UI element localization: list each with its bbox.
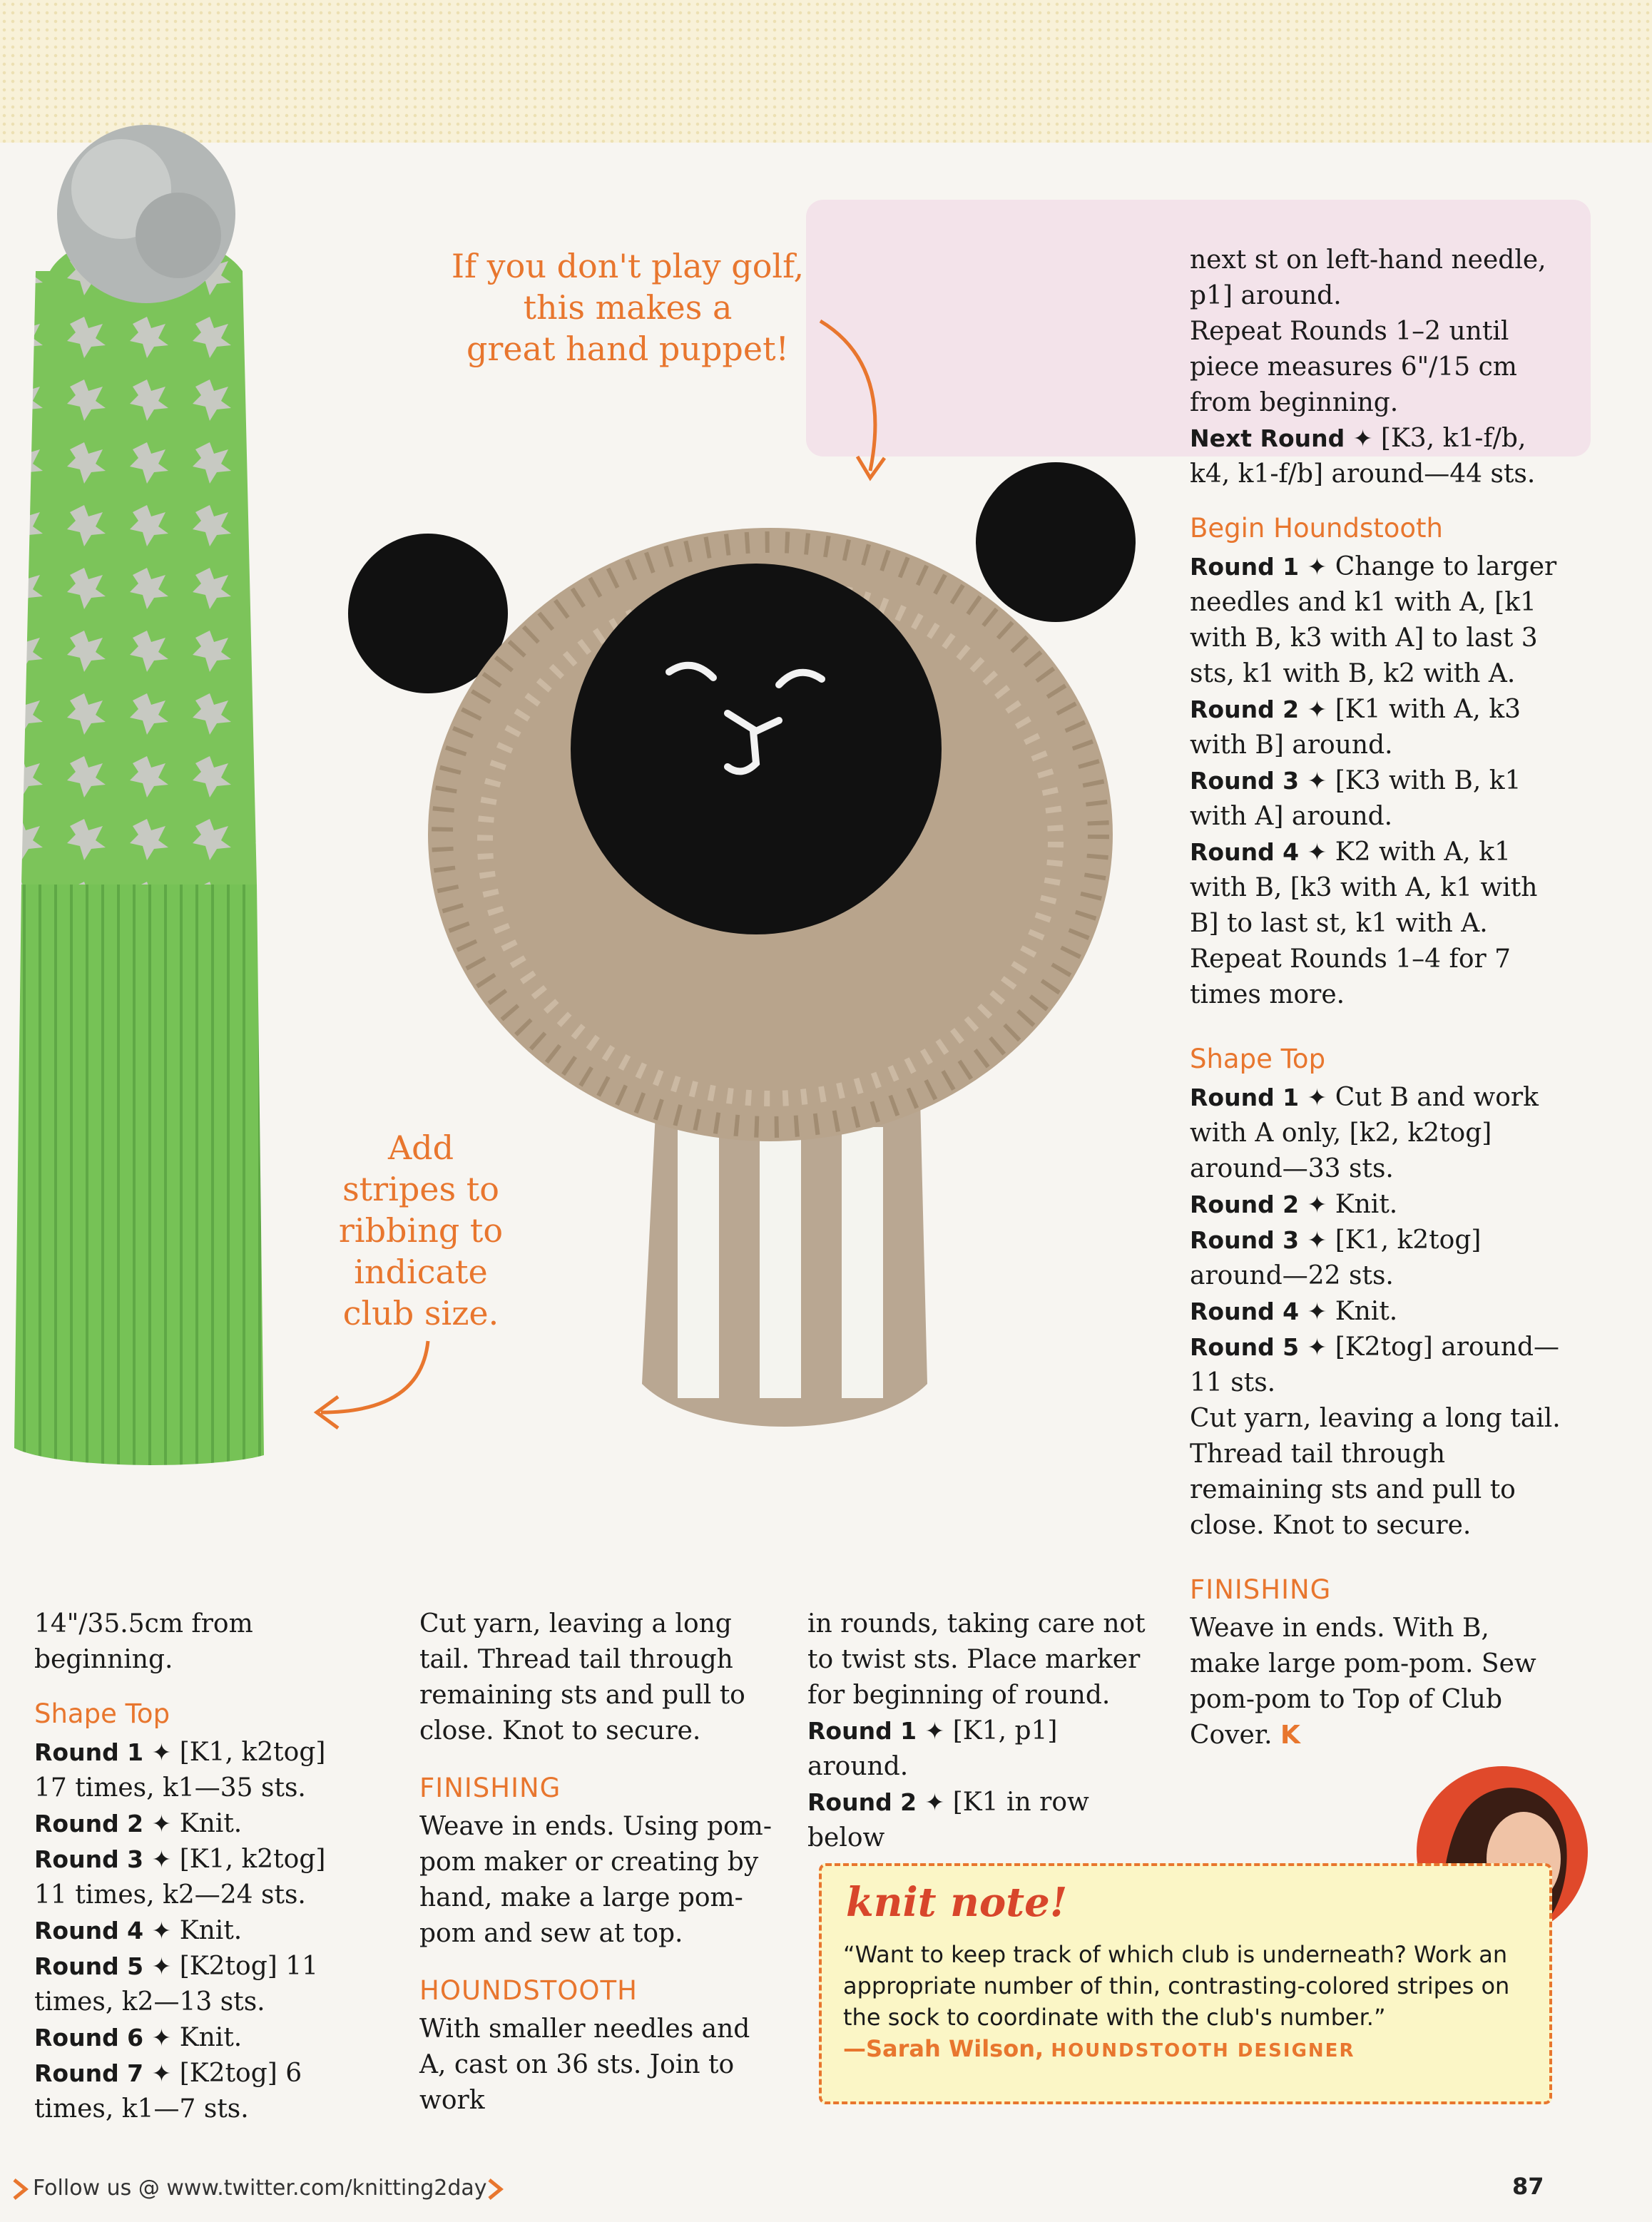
col-left-intro: 14"/35.5cm from beginning. [34, 1609, 253, 1674]
left-round-3: Round 3 ✦ [K1, k2tog] 11 times, k2—24 sts. [34, 1845, 326, 1910]
shape-round-3: Round 3 ✦ [K1, k2tog] around—22 sts. [1190, 1225, 1482, 1290]
houndstooth-club-cover-photo [0, 114, 300, 1469]
houndstooth-heading: HOUNDSTOOTH [419, 1975, 638, 2006]
left-round-2: Round 2 ✦ Knit. [34, 1809, 243, 1838]
hound-round-2: Round 2 ✦ [K1 with A, k3 with B] around. [1190, 695, 1521, 760]
page-number: 87 [1512, 2173, 1544, 2200]
pattern-column-left [34, 1606, 362, 2127]
shape-round-5: Round 5 ✦ [K2tog] around—11 sts. [1190, 1332, 1560, 1397]
shape-top-heading-left: Shape Top [34, 1698, 170, 1729]
begin-houndstooth-heading: Begin Houndstooth [1190, 513, 1443, 544]
hound-round-3: Round 3 ✦ [K3 with B, k1 with A] around. [1190, 766, 1521, 831]
left-round-6: Round 6 ✦ Knit. [34, 2023, 243, 2052]
page-footer [0, 2156, 1652, 2222]
shape-top-heading-right: Shape Top [1190, 1044, 1326, 1074]
knit-note-quote: “Want to keep track of which club is underneath? Work an appropriate number of thin, contrasting-colored stripes on the sock to coordinate with the club's number.” —Sarah Wilson, HOUNDSTOOTH DESIGNER [843, 1941, 1510, 2062]
follow-us-link[interactable]: Follow us @ www.twitter.com/knitting2day [33, 2176, 487, 2201]
left-round-4: Round 4 ✦ Knit. [34, 1916, 243, 1945]
callout-golf: If you don't play golf, this makes a great hand puppet! [451, 247, 805, 368]
mid2-round-2: Round 2 ✦ [K1 in row below [807, 1788, 1089, 1852]
pattern-column-middle-right [807, 1606, 1157, 1856]
houndstooth-text: With smaller needles and A, cast on 36 sts. Join to work [419, 2014, 750, 2115]
col-mid-intro: Cut yarn, leaving a long tail. Thread tail through remaining sts and pull to close. Knot to secure. [419, 1609, 745, 1746]
next-round: Next Round ✦ [K3, k1-f/b, k4, k1-f/b] around—44 sts. [1190, 424, 1536, 489]
col-right-cut: Cut yarn, leaving a long tail. Thread tail through remaining sts and pull to close. Knot to secure. [1190, 1404, 1561, 1540]
hound-round-1: Round 1 ✦ Change to larger needles and k1 with A, [k1 with B, k3 with A] to last 3 sts, k1 with B, k2 with A. [1190, 552, 1557, 688]
arrow-down-icon [813, 307, 899, 492]
mid2-round-1: Round 1 ✦ [K1, p1] around. [807, 1716, 1058, 1781]
knit-note-title: knit note! [846, 1879, 1068, 1926]
finishing-heading-mid: FINISHING [419, 1773, 561, 1803]
shape-round-2: Round 2 ✦ Knit. [1190, 1190, 1398, 1219]
end-mark: K [1280, 1721, 1300, 1750]
shape-round-4: Round 4 ✦ Knit. [1190, 1297, 1398, 1326]
finishing-text-mid: Weave in ends. Using pom-pom maker or creating by hand, make a large pom-pom and sew at top. [419, 1812, 772, 1948]
knit-note-box [819, 1863, 1552, 2104]
bullet-arrow-icon [11, 2177, 29, 2201]
left-round-7: Round 7 ✦ [K2tog] 6 times, k1—7 sts. [34, 2059, 302, 2124]
left-round-5: Round 5 ✦ [K2tog] 11 times, k2—13 sts. [34, 1952, 319, 2017]
col-right-intro: next st on left-hand needle, p1] around. [1190, 245, 1546, 310]
sheep-ear-right [976, 462, 1136, 622]
col-mid2-intro: in rounds, taking care not to twist sts. Place marker for beginning of round. [807, 1609, 1146, 1710]
callout-stripes: Add stripes to ribbing to indicate club size. [338, 1128, 504, 1332]
pattern-column-middle [419, 1606, 776, 2119]
shape-round-1: Round 1 ✦ Cut B and work with A only, [k2, k2tog] around—33 sts. [1190, 1083, 1539, 1183]
bullet-arrow-icon [486, 2177, 504, 2201]
pattern-column-right [1190, 243, 1561, 1753]
finishing-heading-right: FINISHING [1190, 1574, 1332, 1605]
pom-pom [57, 125, 235, 303]
col-right-repeat: Repeat Rounds 1–2 until piece measures 6"/15 cm from beginning. [1190, 317, 1517, 417]
finishing-text-right: Weave in ends. With B, make large pom-pom. Sew pom-pom to Top of Club Cover. K [1190, 1614, 1536, 1750]
arrow-left-icon [300, 1334, 442, 1434]
hound-round-4: Round 4 ✦ K2 with A, k1 with B, [k3 with A, k1 with B] to last st, k1 with A. [1190, 837, 1538, 938]
left-round-1: Round 1 ✦ [K1, k2tog] 17 times, k1—35 sts. [34, 1738, 326, 1803]
sheep-ribbing [642, 1099, 927, 1427]
col-right-repeat-2: Repeat Rounds 1–4 for 7 times more. [1190, 944, 1511, 1009]
